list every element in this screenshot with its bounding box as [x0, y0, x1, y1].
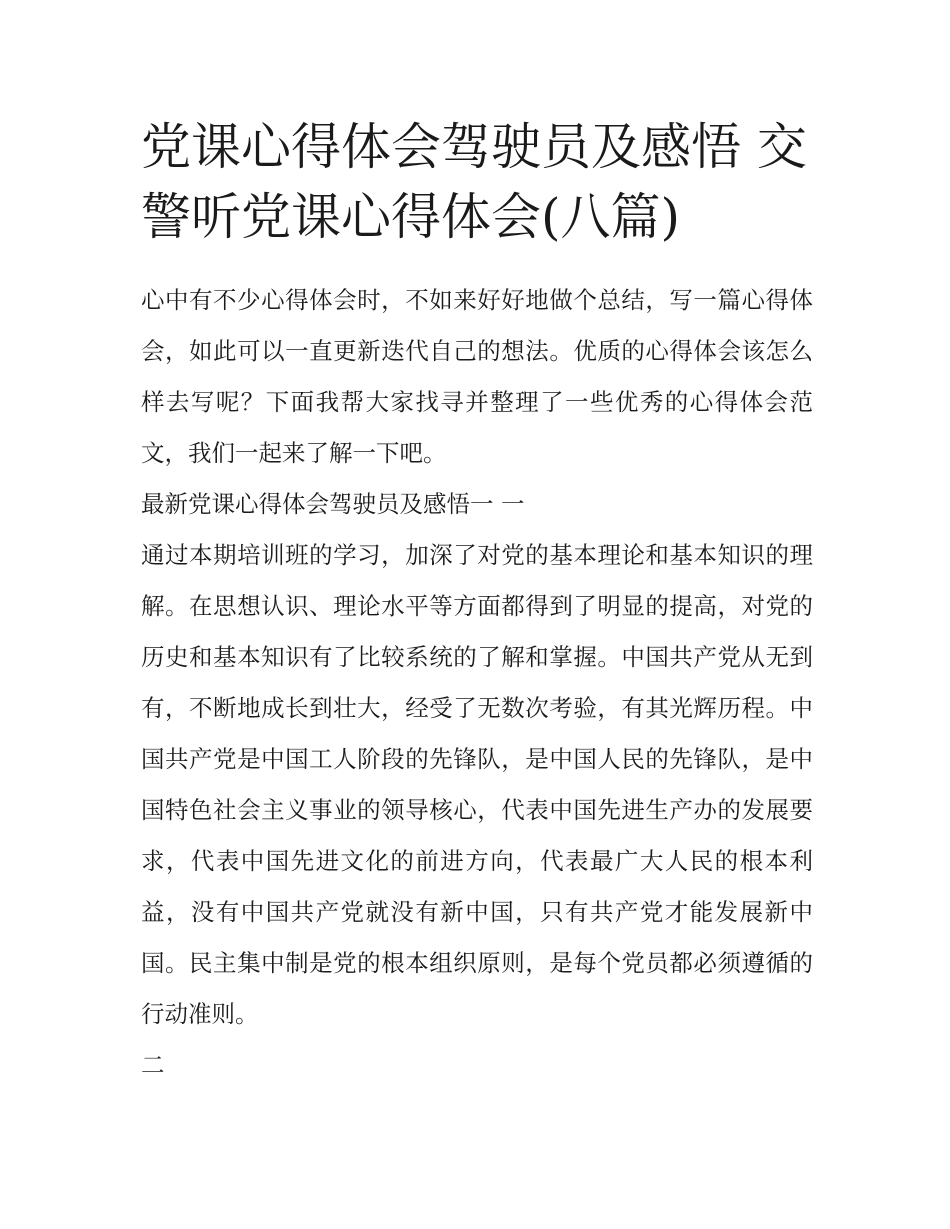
- section-heading-2: 二: [141, 1051, 165, 1079]
- intro-paragraph: 心中有不少心得体会时，不如来好好地做个总结，写一篇心得体会，如此可以一直更新迭代自己的想法。优质的心得体会该怎么样去写呢？下面我帮大家找寻并整理了一些优秀的心得体会范文，我们一起来了解一下吧。: [141, 286, 813, 467]
- section-heading-1: 最新党课心得体会驾驶员及感悟一 一: [141, 490, 525, 518]
- section-body-1: 通过本期培训班的学习，加深了对党的基本理论和基本知识的理解。在思想认识、理论水平等方面都得到了明显的提高，对党的历史和基本知识有了比较系统的了解和掌握。中国共产党从无到有，不断地成长到壮大，经受了无数次考验，有其光辉历程。中国共产党是中国工人阶段的先锋队，是中国人民的先锋队，是中国特色社会主义事业的领导核心，代表中国先进生产办的发展要求，代表中国先进文化的前进方向，代表最广大人民的根本利益，没有中国共产党就没有新中国，只有共产党才能发展新中国。民主集中制是党的根本组织原则，是每个党员都必须遵循的行动准则。: [141, 541, 813, 1028]
- document-title: 党课心得体会驾驶员及感悟 交警听党课心得体会(八篇): [141, 118, 807, 246]
